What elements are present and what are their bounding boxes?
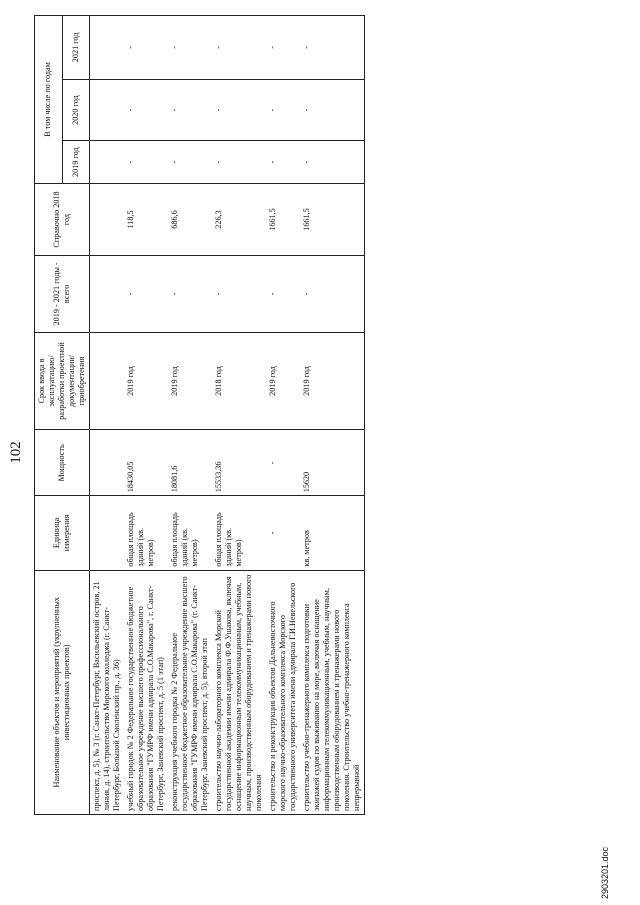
- cell-unit: кв. метров: [300, 496, 365, 570]
- cell-unit: общая площадь зданий (кв. метров): [168, 496, 212, 570]
- cell-commissioning: 2018 год: [212, 332, 266, 430]
- cell-2019: -: [300, 141, 365, 184]
- cell-2020: -: [168, 79, 212, 141]
- cell-capacity: 18081,6: [168, 430, 212, 496]
- cell-2019: -: [124, 141, 168, 184]
- cell-unit: -: [266, 496, 300, 570]
- cell-name: проспект, д. 5), № 3 (г. Санкт-Петербург, Васильевский остров, 21 линия, д. 14), строительство Морского колледжа (г. Санкт-Петербург, Большой Смоленский пр., д. 36): [90, 570, 125, 814]
- cell-2020: -: [300, 79, 365, 141]
- table-row: [168, 16, 212, 815]
- cell-commissioning: 2019 год: [300, 332, 365, 430]
- cell-2020: -: [124, 79, 168, 141]
- header-ref2018: Справочно 2018 год: [35, 183, 90, 255]
- cell-2020: [90, 79, 125, 141]
- cell-capacity: 15533,36: [212, 430, 266, 496]
- cell-name: строительство научно-лабораторного комплекса Морской государственной академии имени адмирала Ф.Ф.Ушакова, включая оснащение информационным телекоммуникационным, учебным, научным, производственным оборудованием и тренажерами нового поколения: [212, 570, 266, 814]
- table-row: [266, 16, 300, 815]
- header-total: 2019 - 2021 годы - всего: [35, 256, 90, 333]
- cell-total: -: [266, 256, 300, 333]
- header-name: Наименование объектов и мероприятий (укрупненных инвестиционных проектов): [35, 570, 90, 814]
- cell-2019: -: [212, 141, 266, 184]
- document-file-id: 2903201.doc: [600, 846, 610, 899]
- cell-unit: общая площадь зданий (кв. метров): [212, 496, 266, 570]
- cell-2020: -: [212, 79, 266, 141]
- cell-unit: [90, 496, 125, 570]
- cell-2021: -: [212, 16, 266, 80]
- cell-commissioning: 2019 год: [266, 332, 300, 430]
- cell-total: -: [212, 256, 266, 333]
- header-2021: 2021 год: [62, 16, 90, 80]
- cell-2021: -: [124, 16, 168, 80]
- cell-ref2018: 1661,5: [300, 183, 365, 255]
- cell-2021: -: [168, 16, 212, 80]
- cell-2020: -: [266, 79, 300, 141]
- cell-total: -: [168, 256, 212, 333]
- cell-2019: -: [168, 141, 212, 184]
- cell-capacity: [90, 430, 125, 496]
- table-row: [124, 16, 168, 815]
- cell-name: учебный городок № 2 Федеральное государственное бюджетное образовательное учреждение высшего профессионального образования "ГУМРФ имени адмирала С.О.Макарова", г. Санкт-Петербург, Заневский проспект, д. 5 (1 этап): [124, 570, 168, 814]
- cell-commissioning: [90, 332, 125, 430]
- cell-2019: -: [266, 141, 300, 184]
- cell-ref2018: 686,6: [168, 183, 212, 255]
- table-row: [300, 16, 365, 815]
- header-commissioning: Срок ввода в эксплуатацию/ разработки проектной документации/ приобретения: [35, 332, 90, 430]
- header-unit: Единица измерения: [35, 496, 90, 570]
- cell-capacity: 18430,05: [124, 430, 168, 496]
- header-2020: 2020 год: [62, 79, 90, 141]
- cell-2021: -: [300, 16, 365, 80]
- cell-commissioning: 2019 год: [124, 332, 168, 430]
- cell-name: реконструкция учебного городка № 2 Федеральное государственное бюджетное образовательное учреждение высшего образования "ГУМРФ имени адмирала С.О.Макарова" (г. Санкт-Петербург, Заневский проспект, д. 5), второй этап: [168, 570, 212, 814]
- cell-name: строительство учебно-тренажерного комплекса подготовки экипажей судов по выживанию на море, включая оснащение информационным телекоммуникационным, учебным, научным, производственным оборудованием и тренажерами нового поколения. Строительство учебно-тренажерного комплекса непрерывной: [300, 570, 365, 814]
- investment-projects-table: [34, 15, 365, 815]
- table-row: [90, 16, 125, 815]
- cell-capacity: -: [266, 430, 300, 496]
- page-number: 102: [8, 441, 24, 464]
- table-row: [212, 16, 266, 815]
- cell-ref2018: 118,5: [124, 183, 168, 255]
- cell-ref2018: 1661,5: [266, 183, 300, 255]
- header-capacity: Мощность: [35, 430, 90, 496]
- cell-total: -: [124, 256, 168, 333]
- cell-capacity: 15620: [300, 430, 365, 496]
- header-including-by-years: В том числе по годам: [35, 16, 63, 184]
- cell-ref2018: 226,3: [212, 183, 266, 255]
- cell-2021: -: [266, 16, 300, 80]
- cell-ref2018: [90, 183, 125, 255]
- cell-total: -: [300, 256, 365, 333]
- cell-2021: [90, 16, 125, 80]
- cell-total: [90, 256, 125, 333]
- header-2019: 2019 год: [62, 141, 90, 184]
- cell-unit: общая площадь зданий (кв. метров): [124, 496, 168, 570]
- cell-2019: [90, 141, 125, 184]
- cell-name: строительство и реконструкция объектов Дальневосточного морского научно-образовательного комплекса Морского государственного университета имени адмирала Г.И.Невельского: [266, 570, 300, 814]
- cell-commissioning: 2019 год: [168, 332, 212, 430]
